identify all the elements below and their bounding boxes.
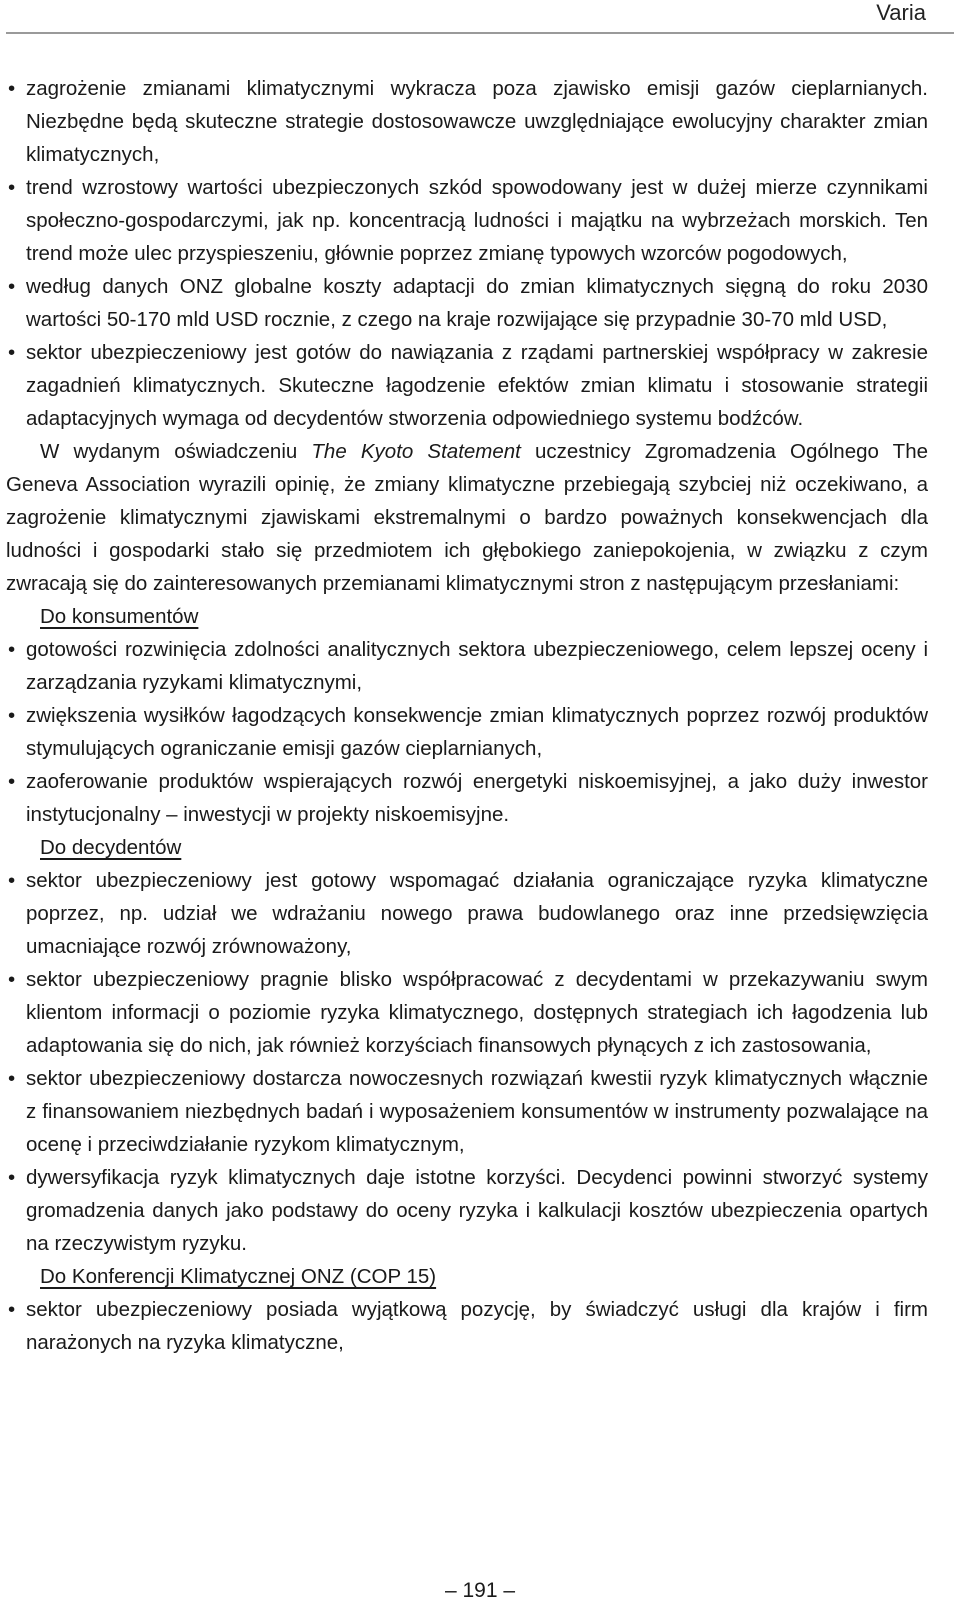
body-text bbox=[6, 72, 928, 1359]
list-item: • sektor ubezpieczeniowy jest gotów do nawiązania z rządami partnerskiej współpracy w zakresie zagadnień klimatycznych. Skuteczne łagodzenie efektów zmian klimatu i stosowanie strategii adaptacyjnych wymaga od decydentów stworzenia odpowiedniego systemu bodźców. bbox=[6, 336, 928, 435]
list-item: • sektor ubezpieczeniowy posiada wyjątkową pozycję, by świadczyć usługi dla krajów i firm narażonych na ryzyka klimatyczne, bbox=[6, 1293, 928, 1359]
list-item: • zaoferowanie produktów wspierających rozwój energetyki niskoemisyjnej, a jako duży inwestor instytucjonalny – inwestycji w projekty niskoemisyjne. bbox=[6, 765, 928, 831]
list-item: • zwiększenia wysiłków łagodzących konsekwencje zmian klimatycznych poprzez rozwój produktów stymulujących ograniczanie emisji gazów cieplarnianych, bbox=[6, 699, 928, 765]
section-heading-consumers: Do konsumentów bbox=[40, 605, 199, 628]
list-item: • dywersyfikacja ryzyk klimatycznych daje istotne korzyści. Decydenci powinni stworzyć systemy gromadzenia danych jako podstawy do oceny ryzyka i kalkulacji kosztów ubezpieczenia opartych na rzeczywistym ryzyku. bbox=[6, 1161, 928, 1260]
paragraph-rest: uczestnicy Zgromadzenia Ogólnego The Geneva Association wyrazili opinię, że zmiany klimatyczne przebiegają szybciej niż oczekiwano, a zagrożenie klimatycznymi zjawiskami ekstremalnymi o bardzo poważnych konsekwencjach dla ludności i gospodarki stało się przedmiotem ich głębokiego zaniepokojenia, w związku z czym zwracają się do zainteresowanych przemianami klimatycznymi stron z następującym przesłaniami: bbox=[6, 440, 928, 595]
list-item: • sektor ubezpieczeniowy dostarcza nowoczesnych rozwiązań kwestii ryzyk klimatycznych włącznie z finansowaniem niezbędnych badań i wyposażeniem konsumentów w instrumenty pozwalające na ocenę i przeciwdziałanie ryzykom klimatycznym, bbox=[6, 1062, 928, 1161]
bullet-list-policymakers bbox=[6, 864, 928, 1260]
header-rule bbox=[6, 32, 954, 34]
list-item: • gotowości rozwinięcia zdolności analitycznych sektora ubezpieczeniowego, celem lepszej oceny i zarządzania ryzykami klimatycznymi, bbox=[6, 633, 928, 699]
bullet-list-intro bbox=[6, 72, 928, 435]
statement-paragraph bbox=[6, 435, 928, 600]
section-heading-policymakers: Do decydentów bbox=[40, 836, 182, 859]
running-head: Varia bbox=[876, 0, 926, 25]
paragraph-lead: W wydanym oświadczeniu bbox=[40, 440, 312, 463]
list-item: • sektor ubezpieczeniowy jest gotowy wspomagać działania ograniczające ryzyka klimatyczne poprzez, np. udział we wdrażaniu nowego prawa budowlanego oraz inne przedsięwzięcia umacniające rozwój zrównoważony, bbox=[6, 864, 928, 963]
list-item: • według danych ONZ globalne koszty adaptacji do zmian klimatycznych sięgną do roku 2030 wartości 50-170 mld USD rocznie, z czego na kraje rozwijające się przypadnie 30-70 mld USD, bbox=[6, 270, 928, 336]
list-item: • zagrożenie zmianami klimatycznymi wykracza poza zjawisko emisji gazów cieplarnianych. Niezbędne będą skuteczne strategie dostosowawcze uwzględniające ewolucyjny charakter zmian klimatycznych, bbox=[6, 72, 928, 171]
statement-title: The Kyoto Statement bbox=[311, 440, 521, 463]
section-heading-cop15: Do Konferencji Klimatycznej ONZ (COP 15) bbox=[40, 1265, 437, 1288]
page-number: – 191 – bbox=[444, 1579, 516, 1602]
list-item: • trend wzrostowy wartości ubezpieczonych szkód spowodowany jest w dużej mierze czynnikami społeczno-gospodarczymi, jak np. koncentracją ludności i majątku na wybrzeżach morskich. Ten trend może ulec przyspieszeniu, głównie poprzez zmianę typowych wzorców pogodowych, bbox=[6, 171, 928, 270]
bullet-list-cop15 bbox=[6, 1293, 928, 1359]
bullet-list-consumers bbox=[6, 633, 928, 831]
list-item: • sektor ubezpieczeniowy pragnie blisko współpracować z decydentami w przekazywaniu swym klientom informacji o poziomie ryzyka klimatycznego, dostępnych strategiach ich łagodzenia lub adaptowania się do nich, jak również korzyściach finansowych płynących z ich zastosowania, bbox=[6, 963, 928, 1062]
